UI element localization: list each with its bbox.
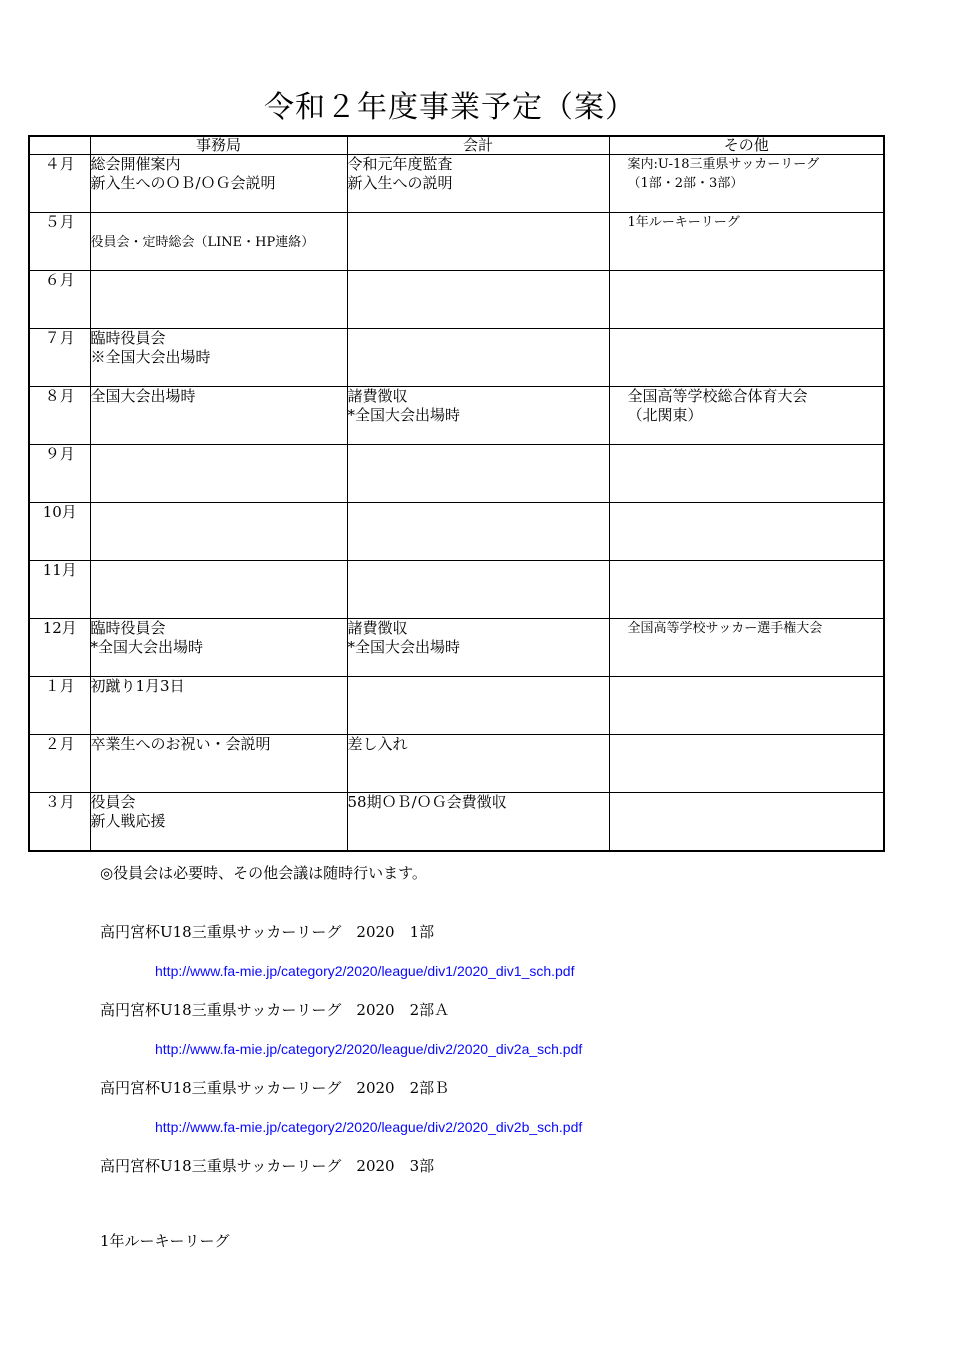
cell-text: 諸費徴収	[347, 619, 408, 637]
table-row	[29, 619, 884, 677]
other-cell	[609, 677, 884, 735]
other-cell	[609, 503, 884, 561]
cell-text: 卒業生へのお祝い・会説明	[90, 735, 271, 753]
jimukyoku-cell	[90, 155, 347, 213]
jimukyoku-cell	[90, 677, 347, 735]
kaikei-cell	[347, 329, 609, 387]
other-cell	[609, 793, 884, 852]
cell-text: 役員会	[90, 793, 136, 811]
month-cell: ５月	[29, 213, 90, 271]
jimukyoku-cell	[90, 561, 347, 619]
jimukyoku-cell	[90, 735, 347, 793]
cell-text: （北関東）	[627, 406, 703, 424]
league-link[interactable]: http://www.fa-mie.jp/category2/2020/league/div2/2020_div2a_sch.pdf	[155, 1041, 583, 1057]
table-row	[29, 155, 884, 213]
month-cell: 10月	[29, 503, 90, 561]
league-link[interactable]: http://www.fa-mie.jp/category2/2020/league/div2/2020_div2b_sch.pdf	[155, 1119, 583, 1135]
cell-text: 初蹴り1月3日	[90, 677, 185, 695]
header-kaikei: 会計	[347, 136, 609, 155]
cell-text: ※全国大会出場時	[90, 348, 211, 366]
table-header-row	[29, 136, 884, 155]
kaikei-cell	[347, 677, 609, 735]
league-name: 高円宮杯U18三重県サッカーリーグ 2020 2部Ａ	[100, 1001, 450, 1019]
month-cell: ３月	[29, 793, 90, 852]
kaikei-cell	[347, 445, 609, 503]
league-name: 高円宮杯U18三重県サッカーリーグ 2020 1部	[100, 923, 435, 941]
kaikei-cell	[347, 271, 609, 329]
table-row	[29, 677, 884, 735]
other-cell	[609, 735, 884, 793]
jimukyoku-cell	[90, 271, 347, 329]
cell-text: 差し入れ	[347, 735, 408, 753]
jimukyoku-cell	[90, 387, 347, 445]
kaikei-cell	[347, 735, 609, 793]
cell-text: *全国大会出場時	[347, 638, 461, 656]
table-row	[29, 561, 884, 619]
month-cell: ６月	[29, 271, 90, 329]
other-cell	[609, 329, 884, 387]
jimukyoku-cell	[90, 503, 347, 561]
table-row	[29, 445, 884, 503]
jimukyoku-cell	[90, 329, 347, 387]
month-cell: １月	[29, 677, 90, 735]
other-cell	[609, 155, 884, 213]
kaikei-cell	[347, 793, 609, 852]
league-name: 高円宮杯U18三重県サッカーリーグ 2020 3部	[100, 1157, 435, 1175]
cell-text: *全国大会出場時	[90, 638, 204, 656]
kaikei-cell	[347, 155, 609, 213]
jimukyoku-cell	[90, 793, 347, 852]
header-month	[29, 136, 90, 155]
rookie-league-label: 1年ルーキーリーグ	[100, 1232, 230, 1250]
month-cell: ８月	[29, 387, 90, 445]
cell-text: 諸費徴収	[347, 387, 408, 405]
jimukyoku-cell	[90, 213, 347, 271]
month-cell: ７月	[29, 329, 90, 387]
table-row	[29, 735, 884, 793]
cell-text: 1年ルーキーリーグ	[627, 215, 740, 230]
kaikei-cell	[347, 387, 609, 445]
jimukyoku-cell	[90, 445, 347, 503]
cell-text: 全国高等学校サッカー選手権大会	[627, 621, 823, 636]
cell-text: 新人戦応援	[90, 812, 166, 830]
league-link[interactable]: http://www.fa-mie.jp/category2/2020/league/div1/2020_div1_sch.pdf	[155, 963, 575, 979]
meeting-note: ◎役員会は必要時、その他会議は随時行います。	[100, 864, 427, 882]
other-cell	[609, 213, 884, 271]
header-sonota: その他	[609, 136, 884, 155]
month-cell: 12月	[29, 619, 90, 677]
cell-text: 新入生へのＯＢ/ＯＧ会説明	[90, 174, 276, 192]
month-cell: ９月	[29, 445, 90, 503]
kaikei-cell	[347, 503, 609, 561]
table-row	[29, 503, 884, 561]
other-cell	[609, 387, 884, 445]
kaikei-cell	[347, 619, 609, 677]
league-name: 高円宮杯U18三重県サッカーリーグ 2020 2部Ｂ	[100, 1079, 450, 1097]
page-title: 令和２年度事業予定（案）	[264, 90, 636, 125]
cell-text: 新入生への説明	[347, 174, 453, 192]
other-cell	[609, 619, 884, 677]
schedule-table	[28, 135, 885, 852]
cell-text: 臨時役員会	[90, 619, 166, 637]
cell-text: 案内:U-18三重県サッカーリーグ	[627, 157, 820, 172]
table-row	[29, 793, 884, 852]
cell-text: 臨時役員会	[90, 329, 166, 347]
cell-text: *全国大会出場時	[347, 406, 461, 424]
jimukyoku-cell	[90, 619, 347, 677]
table-row	[29, 213, 884, 271]
table-row	[29, 271, 884, 329]
kaikei-cell	[347, 213, 609, 271]
league-list	[100, 922, 582, 1195]
kaikei-cell	[347, 561, 609, 619]
other-cell	[609, 445, 884, 503]
table-row	[29, 387, 884, 445]
header-jimukyoku: 事務局	[90, 136, 347, 155]
other-cell	[609, 271, 884, 329]
table-row	[29, 329, 884, 387]
cell-text: 全国大会出場時	[90, 387, 196, 405]
cell-text: 令和元年度監査	[347, 155, 453, 173]
cell-text: 58期ＯＢ/ＯＧ会費徴収	[347, 793, 507, 811]
cell-text: （1部・2部・3部）	[627, 176, 744, 191]
month-cell: ４月	[29, 155, 90, 213]
month-cell: ２月	[29, 735, 90, 793]
cell-text: 総会開催案内	[90, 155, 181, 173]
cell-text: 役員会・定時総会（LINE・HP連絡）	[90, 235, 315, 250]
month-cell: 11月	[29, 561, 90, 619]
other-cell	[609, 561, 884, 619]
cell-text: 全国高等学校総合体育大会	[627, 387, 808, 405]
